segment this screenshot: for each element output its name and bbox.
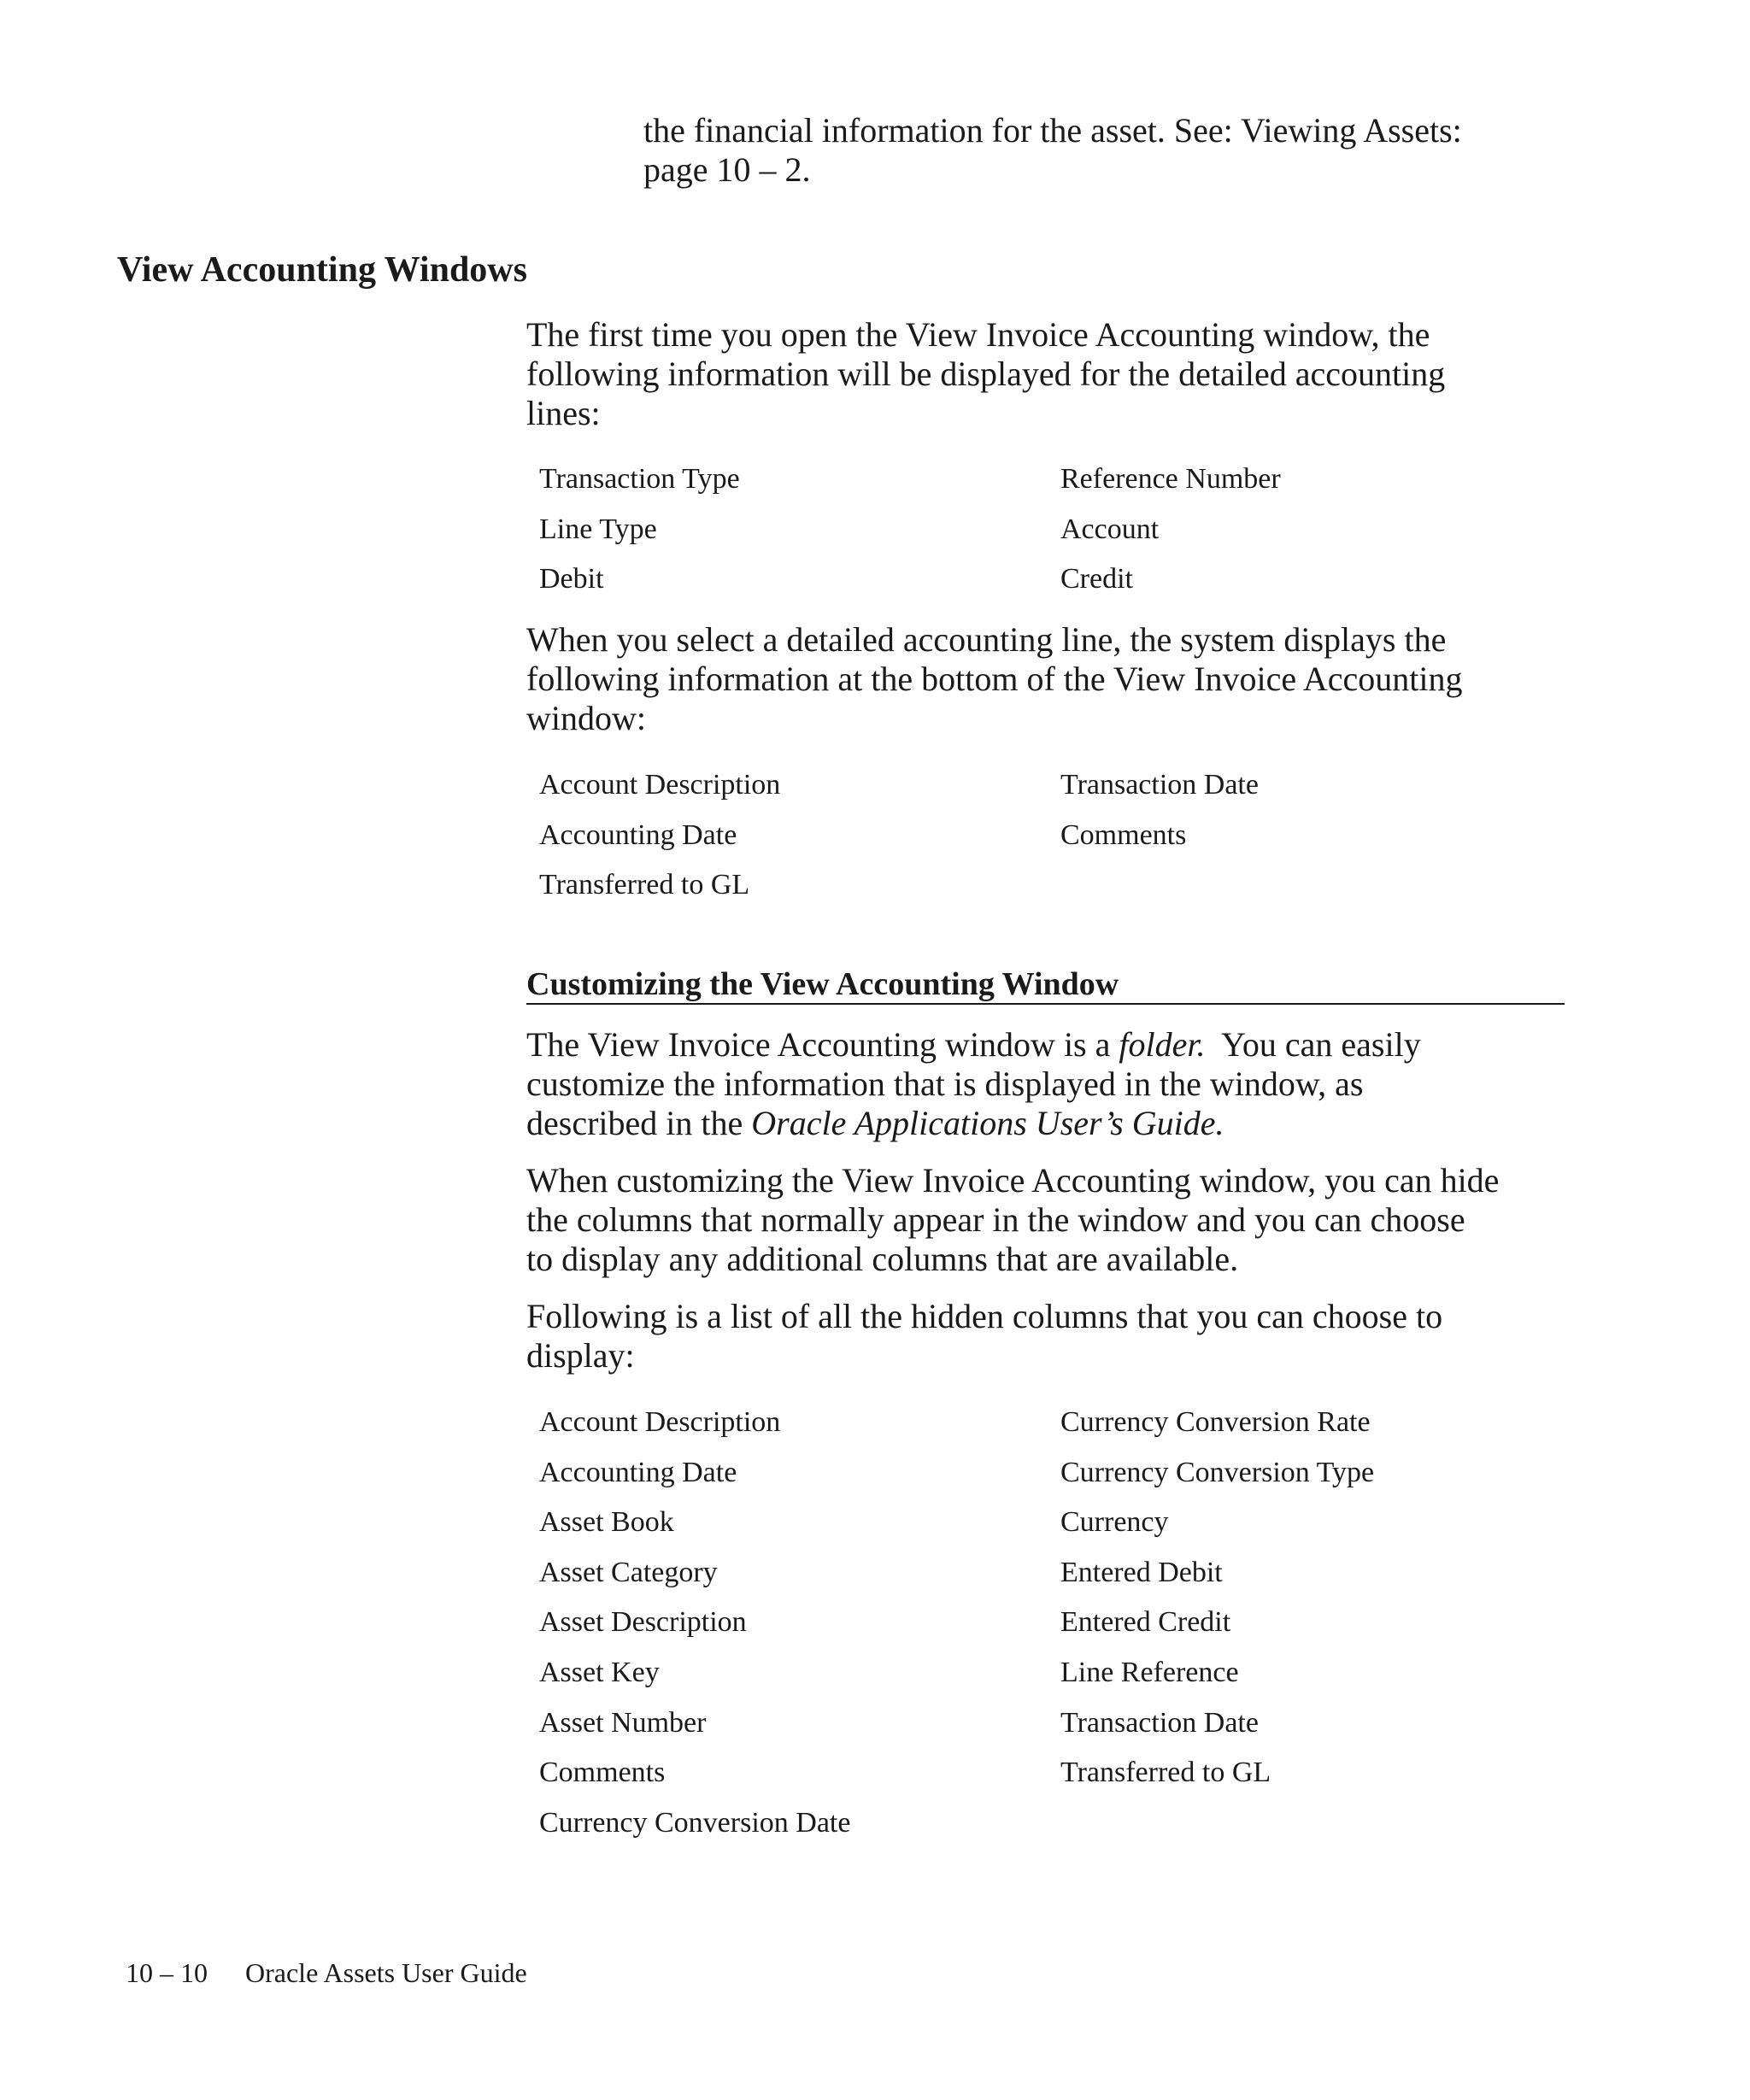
list-item: Accounting Date bbox=[539, 1456, 737, 1488]
list-item: Credit bbox=[1060, 563, 1133, 595]
list-item: Transaction Date bbox=[1060, 1706, 1259, 1739]
list-item: Transaction Type bbox=[539, 463, 740, 495]
paragraph-line: The View Invoice Accounting window is a folder. You can easily bbox=[526, 1025, 1421, 1064]
intro-paragraph bbox=[643, 111, 1600, 190]
guide-title: Oracle Applications User’s Guide. bbox=[751, 1104, 1224, 1142]
paragraph-hidden-columns bbox=[526, 1297, 1577, 1376]
list-item: Account bbox=[1060, 513, 1160, 545]
paragraph-line: the columns that normally appear in the window and you can choose bbox=[526, 1200, 1465, 1239]
list-item: Asset Number bbox=[539, 1706, 707, 1739]
list-item: Asset Key bbox=[539, 1656, 660, 1688]
list-item: Reference Number bbox=[1060, 463, 1281, 495]
list-item: Entered Debit bbox=[1060, 1556, 1223, 1588]
list-item: Accounting Date bbox=[539, 818, 737, 851]
paragraph-customizing bbox=[526, 1161, 1577, 1279]
list-item: Comments bbox=[539, 1757, 666, 1789]
page-footer bbox=[126, 1956, 527, 1989]
paragraph-line: customize the information that is displayed in the window, as bbox=[526, 1065, 1364, 1103]
paragraph-line: described in the Oracle Applications User’s Guide. bbox=[526, 1104, 1224, 1142]
list-item: Account Description bbox=[539, 1406, 781, 1438]
list-item: Asset Book bbox=[539, 1506, 674, 1539]
detail-fields-list bbox=[539, 768, 1530, 918]
list-item: Line Reference bbox=[1060, 1656, 1239, 1688]
page-number: 10 – 10 bbox=[126, 1957, 208, 1988]
folder-term: folder. bbox=[1119, 1025, 1206, 1064]
paragraph-line: Following is a list of all the hidden columns that you can choose to bbox=[526, 1297, 1443, 1335]
list-item: Account Description bbox=[539, 769, 781, 801]
paragraph-first-time bbox=[526, 315, 1577, 433]
paragraph-line: The first time you open the View Invoice Accounting window, the bbox=[526, 315, 1430, 354]
subsection-heading: Customizing the View Accounting Window bbox=[526, 965, 1565, 1005]
book-title: Oracle Assets User Guide bbox=[245, 1957, 527, 1988]
list-item: Asset Description bbox=[539, 1606, 747, 1639]
paragraph-line: When customizing the View Invoice Accounting window, you can hide bbox=[526, 1161, 1500, 1200]
paragraph-line: window: bbox=[526, 699, 646, 737]
list-item: Comments bbox=[1060, 818, 1187, 851]
intro-line: page 10 – 2. bbox=[643, 150, 811, 189]
default-columns-list bbox=[539, 462, 1530, 613]
paragraph-line: display: bbox=[526, 1336, 635, 1375]
paragraph-line: following information at the bottom of the View Invoice Accounting bbox=[526, 660, 1463, 698]
list-item: Debit bbox=[539, 563, 604, 595]
list-item: Currency bbox=[1060, 1506, 1169, 1539]
paragraph-line: following information will be displayed for the detailed accounting bbox=[526, 355, 1446, 393]
paragraph-folder bbox=[526, 1025, 1577, 1143]
list-item: Entered Credit bbox=[1060, 1606, 1231, 1639]
list-item: Line Type bbox=[539, 513, 657, 545]
paragraph-line: When you select a detailed accounting line, the system displays the bbox=[526, 620, 1447, 659]
list-item: Transaction Date bbox=[1060, 769, 1259, 801]
hidden-columns-list bbox=[539, 1405, 1530, 1856]
paragraph-line: lines: bbox=[526, 394, 601, 432]
list-item: Currency Conversion Type bbox=[1060, 1456, 1375, 1488]
list-item: Currency Conversion Date bbox=[539, 1806, 851, 1839]
list-item: Asset Category bbox=[539, 1556, 718, 1588]
intro-line: the financial information for the asset. See: Viewing Assets: bbox=[643, 111, 1462, 150]
list-item: Currency Conversion Rate bbox=[1060, 1406, 1371, 1438]
section-heading: View Accounting Windows bbox=[117, 250, 527, 290]
paragraph-select-line bbox=[526, 620, 1577, 738]
list-item: Transferred to GL bbox=[539, 869, 750, 901]
paragraph-line: to display any additional columns that are available. bbox=[526, 1240, 1239, 1278]
list-item: Transferred to GL bbox=[1060, 1757, 1271, 1789]
